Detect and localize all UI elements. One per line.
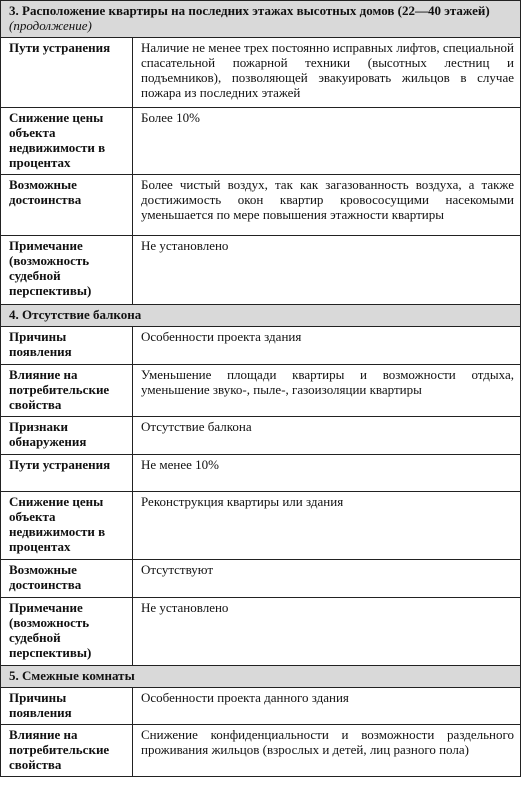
table-row [1, 38, 521, 108]
row-label: Примечание (возможность судебной перспективы) [1, 598, 133, 666]
row-value: Особенности проекта данного здания [133, 688, 521, 725]
row-label: Примечание (возможность судебной перспективы) [1, 236, 133, 305]
table-row [1, 417, 521, 455]
row-value: Не установлено [133, 236, 521, 305]
table-row [1, 455, 521, 492]
row-label: Признаки обнаружения [1, 417, 133, 455]
table-row [1, 560, 521, 598]
table-row [1, 108, 521, 175]
row-label: Снижение цены объекта недвижимости в процентах [1, 108, 133, 175]
row-value: Отсутствуют [133, 560, 521, 598]
row-value: Не установлено [133, 598, 521, 666]
section-3-heading: 3. Расположение квартиры на последних этажах высотных домов (22—40 этажей) [9, 3, 490, 18]
row-label: Влияние на потребительские свойства [1, 365, 133, 417]
table-row [1, 236, 521, 305]
row-value: Реконструкция квартиры или здания [133, 492, 521, 560]
section-5-heading: 5. Смежные комнаты [1, 666, 521, 688]
section-3-heading-cell [1, 1, 521, 38]
table-row [1, 327, 521, 365]
table-row [1, 688, 521, 725]
row-value: Особенности проекта здания [133, 327, 521, 365]
table-row [1, 725, 521, 777]
table-row [1, 598, 521, 666]
section-header-row [1, 1, 521, 38]
row-label: Возможные достоинства [1, 175, 133, 236]
section-header-row [1, 666, 521, 688]
row-label: Снижение цены объекта недвижимости в процентах [1, 492, 133, 560]
continuation-note: (продолжение) [9, 18, 92, 33]
section-4-heading: 4. Отсутствие балкона [1, 305, 521, 327]
table-row [1, 175, 521, 236]
row-value: Отсутствие балкона [133, 417, 521, 455]
row-label: Возможные достоинства [1, 560, 133, 598]
table-row [1, 365, 521, 417]
table-row [1, 492, 521, 560]
row-label: Причины появления [1, 688, 133, 725]
row-value: Более 10% [133, 108, 521, 175]
row-label: Причины появления [1, 327, 133, 365]
row-label: Влияние на потребительские свойства [1, 725, 133, 777]
row-value: Наличие не менее трех постоянно исправных лифтов, специальной спасательной пожарной техники (высотных лестниц и подъемников), позволяющей эвакуировать жильцов в случае пожара из последних этажей [133, 38, 521, 108]
row-value: Уменьшение площади квартиры и возможности отдыха, уменьшение звуко-, пыле-, газоизоляции квартиры [133, 365, 521, 417]
row-label: Пути устранения [1, 455, 133, 492]
row-label: Пути устранения [1, 38, 133, 108]
row-value: Более чистый воздух, так как загазованность воздуха, а также достижимость окон квартир кровососущими насекомыми уменьшается по мере повышения этажности квартиры [133, 175, 521, 236]
section-header-row [1, 305, 521, 327]
row-value: Не менее 10% [133, 455, 521, 492]
row-value: Снижение конфиденциальности и возможности раздельного проживания жильцов (взрослых и детей, лиц разного пола) [133, 725, 521, 777]
